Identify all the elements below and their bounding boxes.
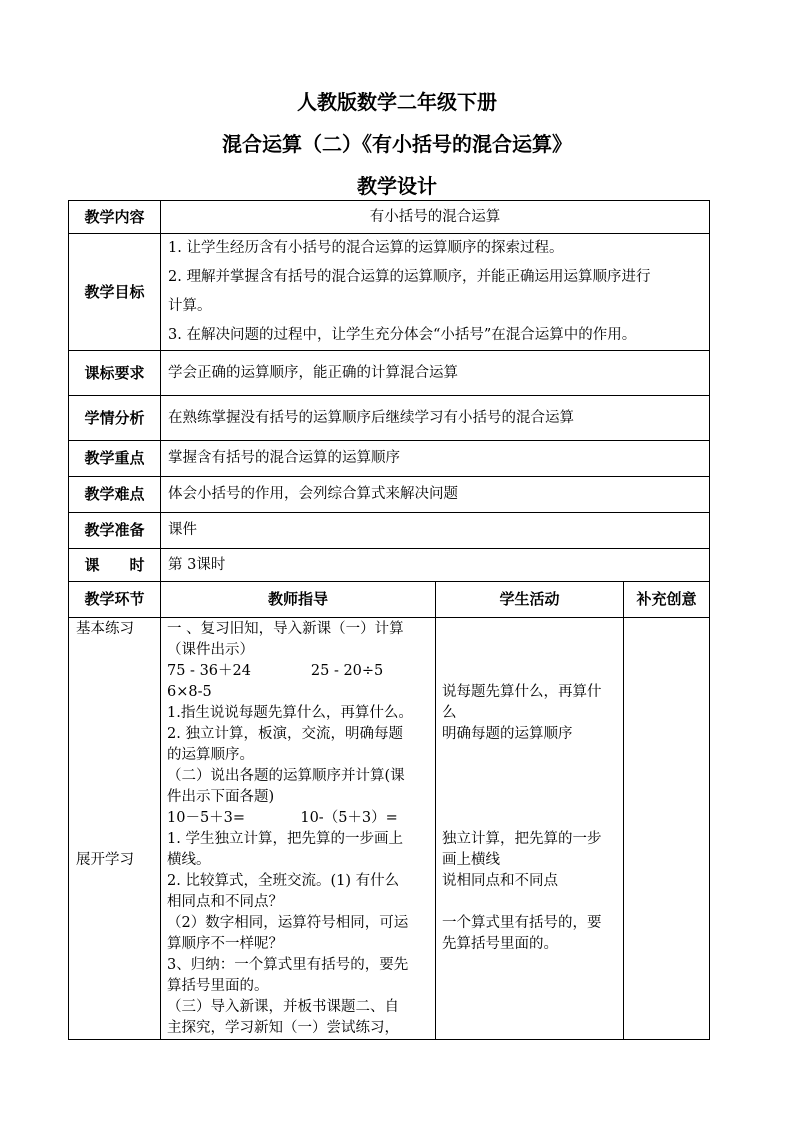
row-content [69, 201, 710, 234]
value-prep: 课件 [161, 513, 710, 549]
document-title: 人教版数学二年级下册 [297, 90, 497, 114]
stage-cell [69, 618, 161, 1040]
student-line [442, 808, 616, 829]
teacher-line: 75 - 36＋24 25 - 20÷5 [167, 663, 384, 679]
row-period [69, 549, 710, 582]
teacher-guidance-cell [161, 618, 436, 1040]
teacher-line: 2. 独立计算，板演，交流，明确每题 [167, 726, 403, 742]
student-line [442, 892, 616, 913]
header-student: 学生活动 [436, 582, 624, 618]
header-stage: 教学环节 [69, 582, 161, 618]
header-creative: 补充创意 [624, 582, 710, 618]
student-line [442, 787, 616, 808]
row-analysis [69, 396, 710, 441]
student-line: 画上横线 [442, 852, 500, 868]
goal-item: 3. 在解决问题的过程中，让学生充分体会“小括号”在混合运算中的作用。 [168, 327, 637, 343]
teacher-line: 1.指生说说每题先算什么，再算什么。 [167, 705, 413, 721]
row-standard [69, 351, 710, 396]
student-line [442, 640, 616, 661]
value-key: 掌握含有括号的混合运算的运算顺序 [161, 441, 710, 477]
teacher-line: 1. 学生独立计算，把先算的一步画上 [167, 831, 403, 847]
process-row [69, 618, 710, 1040]
teacher-line: 的运算顺序。 [167, 747, 254, 763]
student-line [442, 745, 616, 766]
student-line: 说相同点和不同点 [442, 873, 558, 889]
teacher-line: 算括号里面的。 [167, 978, 269, 994]
value-difficulty: 体会小括号的作用，会列综合算式来解决问题 [161, 477, 710, 513]
value-goals [161, 234, 710, 351]
goal-item: 1. 让学生经历含有小括号的混合运算的运算顺序的探索过程。 [168, 240, 564, 256]
goal-item: 2. 理解并掌握含有括号的混合运算的运算顺序，并能正确运用运算顺序进行 [168, 269, 651, 285]
student-line: 先算括号里面的。 [442, 936, 558, 952]
stage-label: 展开学习 [76, 852, 134, 868]
label-analysis: 学情分析 [69, 396, 161, 441]
student-line: 么 [442, 705, 457, 721]
row-prep [69, 513, 710, 549]
label-difficulty: 教学难点 [69, 477, 161, 513]
row-key [69, 441, 710, 477]
teacher-line: （二）说出各题的运算顺序并计算(课 [167, 768, 405, 784]
teacher-line: 6×8-5 [167, 684, 212, 700]
teacher-line: 主探究，学习新知（一）尝试练习， [167, 1020, 399, 1036]
student-line: 独立计算，把先算的一步 [442, 831, 602, 847]
student-line [442, 661, 616, 682]
label-goals: 教学目标 [69, 234, 161, 351]
value-content: 有小括号的混合运算 [161, 201, 710, 234]
value-standard: 学会正确的运算顺序，能正确的计算混合运算 [161, 351, 710, 396]
teacher-line: （2）数字相同，运算符号相同，可运 [167, 915, 409, 931]
value-period: 第 3课时 [161, 549, 710, 582]
student-line: 明确每题的运算顺序 [442, 726, 573, 742]
teacher-line: （三）导入新课，并板书课题二、自 [167, 999, 399, 1015]
label-standard: 课标要求 [69, 351, 161, 396]
student-activity-cell [436, 618, 624, 1040]
process-header-row [69, 582, 710, 618]
row-goals [69, 234, 710, 351]
teacher-line: 2. 比较算式，全班交流。(1) 有什么 [167, 873, 400, 889]
label-content: 教学内容 [69, 201, 161, 234]
student-line: 说每题先算什么，再算什 [442, 684, 602, 700]
teacher-line: （课件出示） [167, 642, 254, 658]
teacher-line: 3、归纳：一个算式里有括号的，要先 [167, 957, 409, 973]
row-difficulty [69, 477, 710, 513]
teacher-line: 一 、复习旧知，导入新课（一）计算 [167, 621, 404, 637]
value-analysis: 在熟练掌握没有括号的运算顺序后继续学习有小括号的混合运算 [161, 396, 710, 441]
label-prep: 教学准备 [69, 513, 161, 549]
document-subtitle: 教学设计 [357, 174, 437, 198]
header-teacher: 教师指导 [161, 582, 436, 618]
goal-item: 计算。 [168, 298, 212, 314]
label-key: 教学重点 [69, 441, 161, 477]
label-period: 课 时 [69, 549, 161, 582]
student-line: 一个算式里有括号的，要 [442, 915, 602, 931]
teacher-line: 相同点和不同点？ [167, 894, 283, 910]
student-line [442, 619, 616, 640]
stage-label: 基本练习 [76, 621, 134, 637]
teacher-line: 横线。 [167, 852, 211, 868]
teacher-line: 10－5＋3= 10-（5＋3）= [167, 810, 398, 826]
teacher-line: 算顺序不一样呢？ [167, 936, 283, 952]
teacher-line: 件出示下面各题) [167, 789, 275, 805]
lesson-title: 混合运算（二）《有小括号的混合运算》 [222, 132, 572, 156]
lesson-plan-table [68, 200, 710, 1040]
creative-cell [624, 618, 710, 1040]
student-line [442, 766, 616, 787]
